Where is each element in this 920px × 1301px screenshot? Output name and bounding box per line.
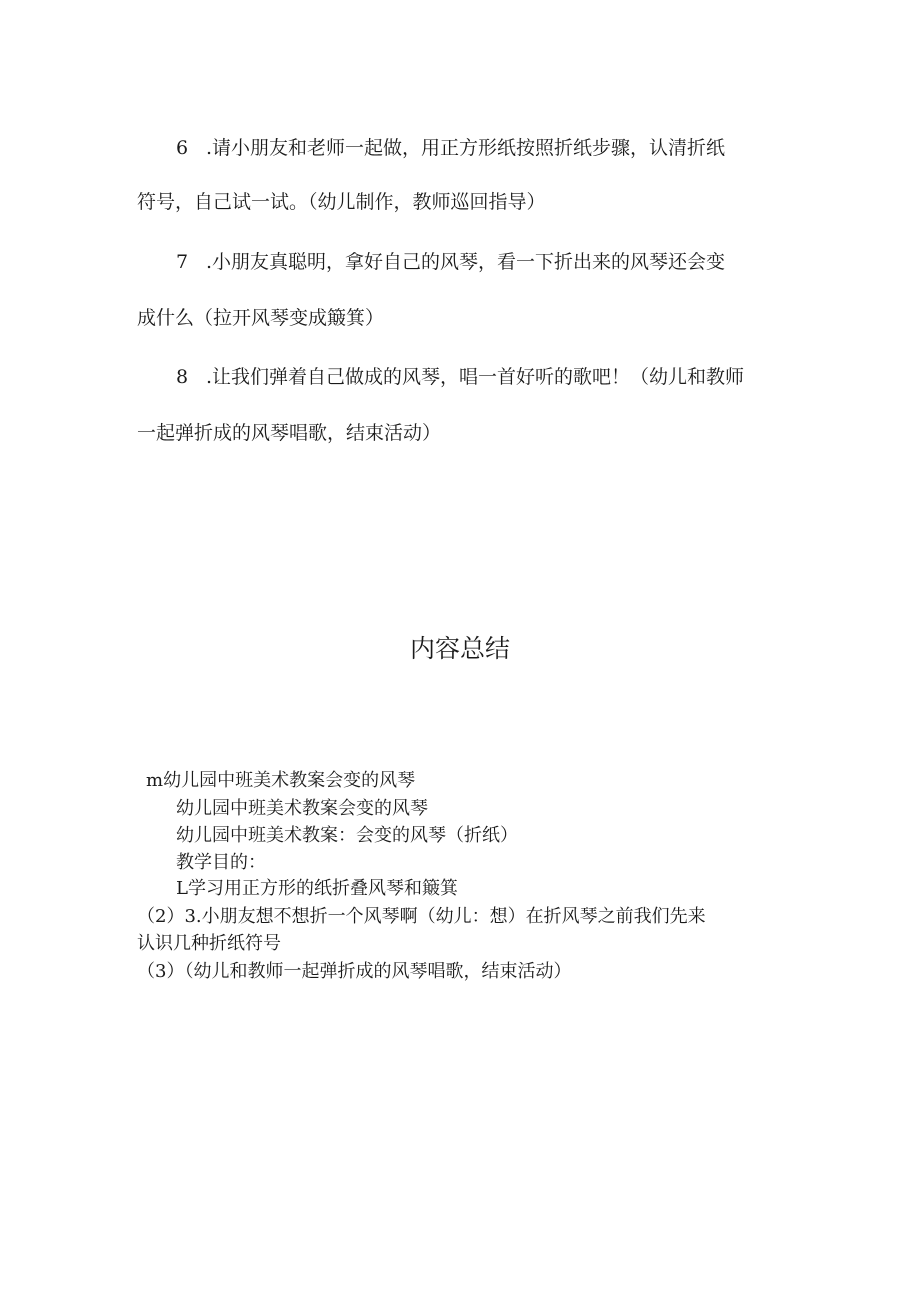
step-7-text-1: .小朋友真聪明，拿好自己的风琴，看一下折出来的风琴还会变 <box>206 251 726 273</box>
step-8-number: 8 <box>176 366 189 388</box>
summary-line-6: （2）3.小朋友想不想折一个风琴啊（幼儿：想）在折风琴之前我们先来 <box>137 906 706 927</box>
step-6-line-2: 符号，自己试一试。（幼儿制作，教师巡回指导） <box>137 191 546 213</box>
summary-line-1: m幼儿园中班美术教案会变的风琴 <box>146 770 416 791</box>
summary-line-2: 幼儿园中班美术教案会变的风琴 <box>176 798 428 819</box>
step-6-text-1: .请小朋友和老师一起做，用正方形纸按照折纸步骤，认清折纸 <box>206 137 726 159</box>
summary-line-3: 幼儿园中班美术教案：会变的风琴（折纸） <box>176 825 518 846</box>
step-7-line-1 <box>176 250 725 274</box>
summary-heading: 内容总结 <box>409 634 510 663</box>
step-7-number: 7 <box>176 251 189 273</box>
summary-line-8: （3）（幼儿和教师一起弹折成的风琴唱歌，结束活动） <box>137 961 572 982</box>
step-6-line-1 <box>176 136 725 160</box>
step-8-text-1: .让我们弹着自己做成的风琴，唱一首好听的歌吧！（幼儿和教师 <box>206 366 745 388</box>
summary-line-4: 教学目的： <box>176 852 266 873</box>
summary-line-5: L学习用正方形的纸折叠风琴和簸箕 <box>176 878 458 899</box>
summary-line-7: 认识几种折纸符号 <box>137 933 281 954</box>
step-8-line-1 <box>176 365 744 389</box>
step-8-line-2: 一起弹折成的风琴唱歌，结束活动） <box>137 422 442 444</box>
step-6-number: 6 <box>176 137 189 159</box>
step-7-line-2: 成什么（拉开风琴变成簸箕） <box>137 307 385 329</box>
